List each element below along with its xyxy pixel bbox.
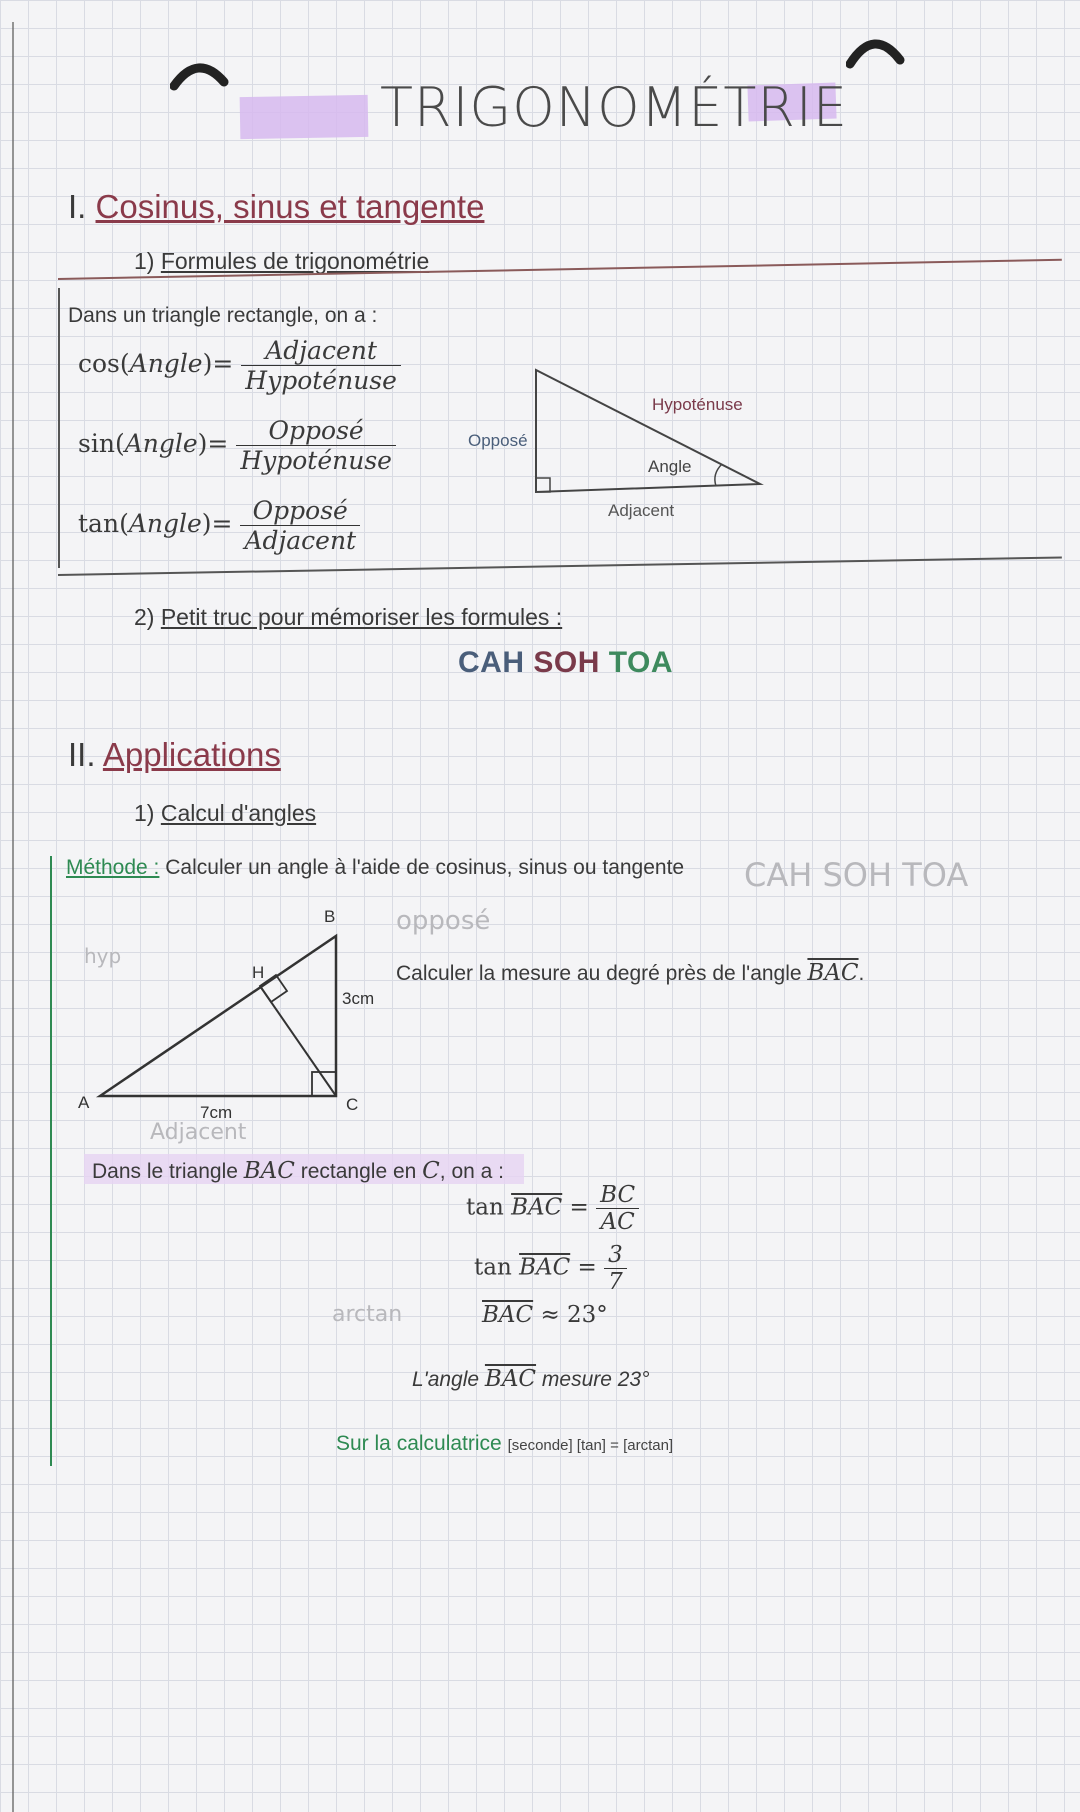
formula-intro: Dans un triangle rectangle, on a : [68, 304, 378, 327]
numerator: Opposé [236, 416, 396, 446]
vertex-b: B [324, 907, 336, 926]
denominator: Hypoténuse [245, 366, 397, 395]
step-angle: $\overline{BAC}$ [511, 1194, 563, 1221]
step-angle: $\overline{BAC}$ [519, 1254, 571, 1281]
ghost-note-oppose: opposé [396, 906, 491, 936]
fn-arg: Angle [124, 429, 198, 458]
fn-name: sin [78, 429, 115, 458]
ghost-note-hyp: hyp [84, 944, 122, 968]
binder-ring-icon-2 [846, 30, 906, 74]
step-2: $\tan \overline{BAC}$ = $\frac{3}{7}$ [474, 1242, 627, 1295]
fn-name: tan [78, 509, 120, 538]
fraction [604, 1242, 627, 1295]
formula-sin: sin(Angle)= $\frac{\text{Opposé}}{\text{Hypoténuse}}$ [78, 416, 396, 475]
section-2-heading [68, 736, 281, 774]
vertex-h: H [252, 963, 265, 982]
fraction [241, 336, 401, 395]
question-angle: $\overline{BAC}$ [807, 960, 859, 986]
triangle-abc-figure [70, 900, 400, 1130]
calc-prefix: Sur la calculatrice [336, 1432, 502, 1455]
step-3 [482, 1302, 608, 1328]
mnemonic-soh: SOH [533, 646, 600, 679]
denominator: Adjacent [244, 526, 357, 555]
section-2-title: Applications [102, 736, 281, 773]
formula-tan: tan(Angle)= $\frac{\text{Opposé}}{\text{Adjacent}}$ [78, 496, 360, 555]
fn-name: cos [78, 349, 120, 378]
method-text: Calculer un angle à l'aide de cosinus, sinus ou tangente [165, 856, 685, 879]
label-adjacent: Adjacent [608, 501, 675, 520]
question-text: Calculer la mesure au degré près de l'angle [396, 962, 802, 985]
mnemonic-cah: CAH [458, 646, 525, 679]
numerator: Adjacent [241, 336, 401, 366]
mnemonic-toa: TOA [608, 646, 673, 679]
section-2-number: II. [68, 736, 96, 773]
section-1-title: Cosinus, sinus et tangente [95, 188, 485, 225]
side-bc-length: 3cm [342, 989, 375, 1008]
method-margin-line [50, 856, 52, 1466]
page-title: TRIGONOMÉTRIE [380, 76, 848, 139]
conclusion-prefix: L'angle [412, 1368, 480, 1391]
section-1-heading [68, 188, 484, 226]
vertex-a: A [78, 1093, 90, 1112]
denominator: AC [600, 1209, 635, 1235]
label-oppose: Opposé [468, 431, 528, 450]
binder-ring-icon [170, 56, 230, 96]
conclusion [412, 1366, 650, 1392]
formula-cos: cos(Angle)= $\frac{\text{Adjacent}}{\text{Hypoténuse}}$ [78, 336, 401, 395]
numerator: 3 [604, 1242, 627, 1269]
subsection-number: 1) [134, 800, 155, 826]
section-1-number: I. [68, 188, 87, 225]
step-rel: ≈ [540, 1302, 560, 1328]
right-triangle-diagram [460, 360, 780, 530]
step-angle: $\overline{BAC}$ [482, 1302, 534, 1328]
statement-mid: rectangle en [300, 1160, 417, 1183]
fn-arg: Angle [128, 509, 202, 538]
subsection-title: Formules de trigonométrie [160, 248, 430, 274]
step-fn: tan [474, 1254, 512, 1281]
vertex-c: C [346, 1095, 359, 1114]
title-highlight-left [240, 95, 369, 139]
subsection-title: Petit truc pour mémoriser les formules : [160, 604, 563, 630]
fraction [236, 416, 396, 475]
step-value: 23° [567, 1302, 608, 1328]
label-angle: Angle [648, 457, 692, 476]
method-line [66, 856, 684, 880]
denominator: 7 [608, 1269, 623, 1295]
subsection-number: 1) [134, 248, 155, 274]
conclusion-suffix: mesure 23° [541, 1368, 650, 1391]
fn-arg: Angle [129, 349, 203, 378]
subsection-title: Calcul d'angles [160, 800, 317, 826]
statement [92, 1158, 504, 1184]
denominator: Hypoténuse [240, 446, 392, 475]
calc-keys: [seconde] [tan] = [arctan] [507, 1437, 674, 1454]
margin-line [12, 22, 14, 1812]
fraction [596, 1182, 639, 1235]
statement-prefix: Dans le triangle [92, 1160, 238, 1183]
side-ac-length: 7cm [200, 1103, 233, 1122]
subsection-1-2-heading [134, 604, 562, 631]
statement-triangle: BAC [243, 1158, 295, 1184]
fraction [240, 496, 360, 555]
mnemonic [458, 646, 673, 680]
ghost-note-cah: CAH SOH TOA [744, 856, 969, 894]
method-label: Méthode : [66, 856, 160, 879]
subsection-2-1-heading [134, 800, 316, 827]
numerator: BC [596, 1182, 639, 1209]
ghost-note-adjacent: Adjacent [150, 1120, 247, 1145]
step-fn: tan [466, 1194, 504, 1221]
step-1: $\tan \overline{BAC}$ = $\frac{BC}{AC}$ [466, 1182, 639, 1235]
numerator: Opposé [240, 496, 360, 526]
statement-suffix: , on a : [439, 1160, 504, 1183]
ghost-note-arctan: arctan [332, 1302, 403, 1327]
subsection-number: 2) [134, 604, 155, 630]
question: Calculer la mesure au degré près de l'angle $\overline{BAC}$. [396, 960, 865, 986]
statement-vertex: C [422, 1158, 440, 1184]
conclusion-angle: $\overline{BAC}$ [484, 1366, 537, 1392]
label-hypotenuse: Hypoténuse [652, 395, 743, 414]
calculator-note [336, 1432, 673, 1456]
